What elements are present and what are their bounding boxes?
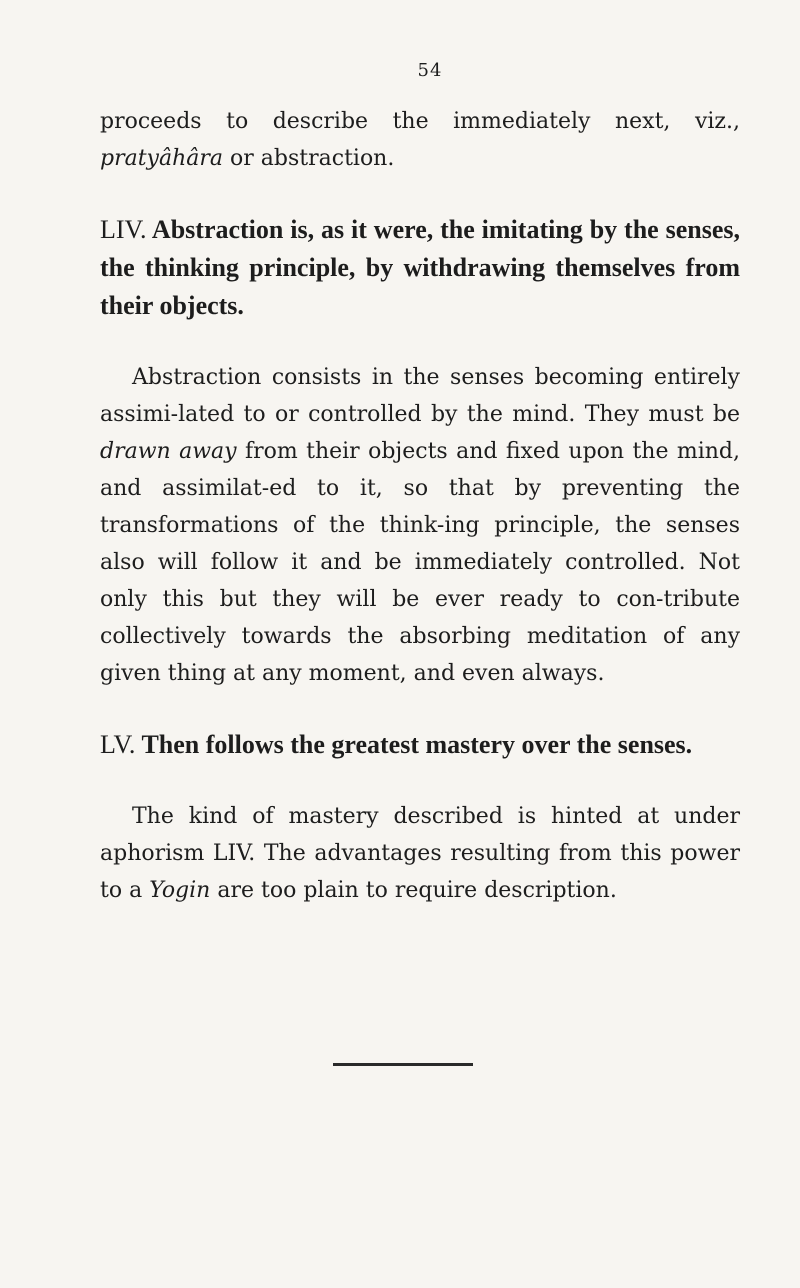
- page-body: [100, 60, 740, 909]
- commentary-liv-text-end: from their objects and fixed upon the mind, and assimilat-ed to it, so that by preventing the transformations of the think-ing principle, the senses also will follow it and be immediately controlled. Not only this but they will be ever ready to con-tribute collectively towards the absorbing meditation of any given thing at any moment, and even always.: [100, 439, 740, 686]
- commentary-liv: [100, 359, 740, 692]
- aphorism-lv-number: LV.: [100, 730, 136, 759]
- aphorism-lv: [100, 726, 740, 764]
- aphorism-liv: [100, 211, 740, 325]
- intro-text-end: or abstraction.: [223, 146, 395, 171]
- commentary-liv-emphasis: drawn away: [100, 439, 237, 464]
- commentary-liv-text: Abstraction consists in the senses becoming entirely assimi-lated to or controlled by the mind. They must be: [100, 365, 740, 427]
- aphorism-liv-text: Abstraction is, as it were, the imitating by the senses, the thinking principle, by withdrawing themselves from their objects.: [100, 215, 740, 320]
- intro-paragraph: [100, 103, 740, 177]
- commentary-lv: [100, 798, 740, 909]
- aphorism-liv-number: LIV.: [100, 215, 147, 244]
- aphorism-lv-text: Then follows the greatest mastery over the senses.: [135, 730, 693, 759]
- page-number: 54: [417, 60, 443, 81]
- commentary-lv-text-end: are too plain to require description.: [210, 878, 617, 903]
- intro-term: pratyâhâra: [100, 146, 224, 171]
- commentary-lv-emphasis: Yogin: [149, 878, 211, 903]
- intro-text: proceeds to describe the immediately next, viz.,: [100, 109, 740, 134]
- commentary-lv-text: The kind of mastery described is hinted at under aphorism LIV. The advantages resulting from this power to a: [100, 804, 740, 903]
- section-divider: [333, 1063, 473, 1066]
